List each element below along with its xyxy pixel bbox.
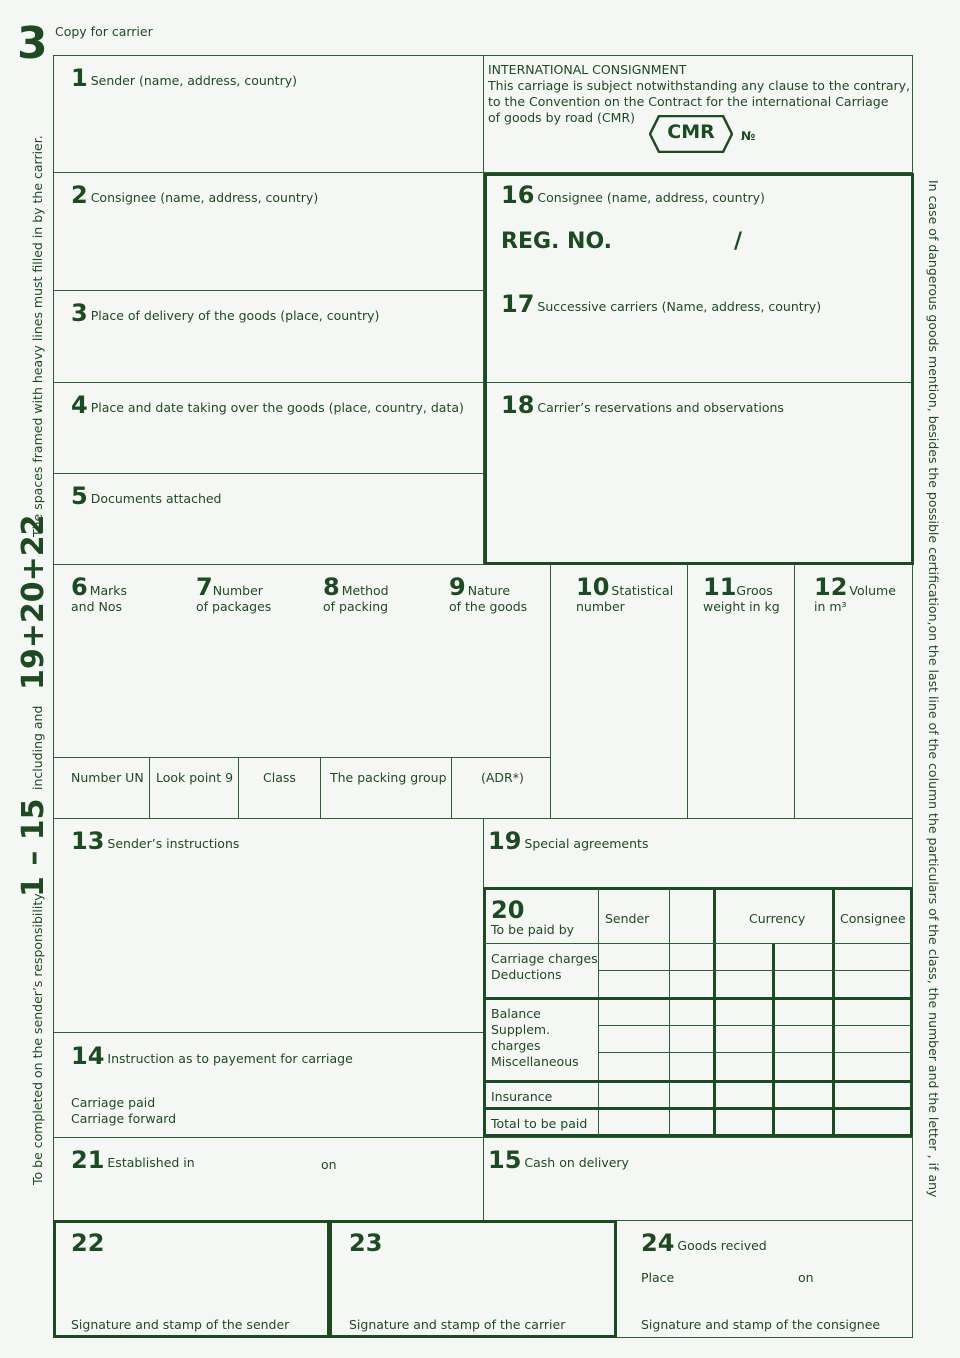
- pay-row-carriage: [491, 951, 598, 983]
- field-label: Documents attached: [90, 491, 222, 506]
- field-17-successive-carriers[interactable]: [501, 292, 821, 316]
- pay-row-insurance: Insurance: [491, 1089, 553, 1104]
- pay-header-currency: Currency: [749, 911, 806, 926]
- field-20-to-be-paid-by: [491, 898, 574, 937]
- field-label-2: in m³: [814, 599, 847, 614]
- payment-options: [71, 1095, 176, 1127]
- field-21-established-in[interactable]: [71, 1148, 195, 1172]
- field-1-sender[interactable]: [71, 66, 297, 90]
- field-number: 21: [71, 1146, 105, 1174]
- field-number: 24: [641, 1229, 675, 1257]
- field-18-carrier-reservations[interactable]: [501, 393, 784, 417]
- field-3-place-of-delivery[interactable]: [71, 301, 379, 325]
- intro-line-2: to the Convention on the Contract for the international Carriage: [488, 94, 889, 109]
- field-label-2: number: [576, 599, 625, 614]
- reg-no-slash: /: [734, 229, 743, 254]
- field-24-place: Place: [641, 1270, 675, 1285]
- field-label: Successive carriers (Name, address, country): [537, 299, 822, 314]
- field-label-2: of the goods: [449, 599, 528, 614]
- field-13-sender-instructions[interactable]: [71, 829, 239, 853]
- field-number: 20: [491, 896, 525, 924]
- option-carriage-paid[interactable]: Carriage paid: [71, 1095, 156, 1110]
- field-4-place-date-taking-over[interactable]: [71, 393, 464, 417]
- field-22-number: 22: [71, 1229, 105, 1257]
- field-label: Number: [212, 583, 263, 598]
- field-label: Place of delivery of the goods (place, country): [90, 308, 380, 323]
- field-label: Consignee (name, address, country): [90, 190, 319, 205]
- field-label: To be paid by: [491, 922, 575, 937]
- adr-packing-group: The packing group: [330, 770, 447, 785]
- field-15-cash-on-delivery[interactable]: [488, 1148, 629, 1172]
- field-8-method-of-packing[interactable]: [323, 575, 389, 614]
- row-label: Supplem.: [491, 1022, 551, 1037]
- field-7-number-of-packages[interactable]: [196, 575, 271, 614]
- adr-class: Class: [263, 770, 296, 785]
- left-big-fields-b: 1 – 15: [16, 798, 51, 897]
- field-label: Instruction as to payement for carriage: [107, 1051, 353, 1066]
- cmr-badge-text: CMR: [667, 121, 715, 143]
- copy-number: 3: [17, 18, 48, 69]
- field-label: Statistical: [611, 583, 674, 598]
- row-label: Miscellaneous: [491, 1054, 579, 1069]
- field-label-2: and Nos: [71, 599, 123, 614]
- field-24-on: on: [798, 1270, 814, 1285]
- field-24-signature-consignee[interactable]: Signature and stamp of the consignee: [641, 1317, 881, 1332]
- pay-row-total: Total to be paid: [491, 1116, 588, 1131]
- field-label: Nature: [467, 583, 511, 598]
- field-number: 6: [71, 573, 88, 601]
- field-label: Sender (name, address, country): [90, 73, 297, 88]
- field-label: Place and date taking over the goods (place, country, data): [90, 400, 464, 415]
- left-note-heavy-lines: The spaces framed with heavy lines must filled in by the carrier.: [30, 135, 45, 537]
- field-14-payment-instruction[interactable]: [71, 1044, 353, 1068]
- field-23-number: 23: [349, 1229, 383, 1257]
- field-6-marks[interactable]: [71, 575, 127, 614]
- field-number: 16: [501, 181, 535, 209]
- field-label: Marks: [89, 583, 128, 598]
- field-21-on: on: [321, 1157, 337, 1172]
- intro-line-3: of goods by road (CMR): [488, 110, 636, 125]
- field-number: 4: [71, 391, 88, 419]
- field-22-signature-sender[interactable]: Signature and stamp of the sender: [71, 1317, 290, 1332]
- field-number: 13: [71, 827, 105, 855]
- intro-title: INTERNATIONAL CONSIGNMENT: [488, 62, 687, 77]
- field-9-nature-of-goods[interactable]: [449, 575, 527, 614]
- field-label: Method: [341, 583, 389, 598]
- intro-line-1: This carriage is subject notwithstanding any clause to the contrary,: [488, 78, 911, 93]
- pay-header-sender: Sender: [605, 911, 650, 926]
- row-label: charges: [491, 1038, 541, 1053]
- field-label-2: weight in kg: [703, 599, 780, 614]
- field-number: 8: [323, 573, 340, 601]
- adr-look-point: Look point 9: [156, 770, 234, 785]
- reg-no-label: REG. NO.: [501, 229, 613, 254]
- pay-row-balance: [491, 1006, 579, 1070]
- field-number: 9: [449, 573, 466, 601]
- field-16-consignee[interactable]: [501, 183, 765, 207]
- field-label: Carrier’s reservations and observations: [537, 400, 784, 415]
- field-number: 3: [71, 299, 88, 327]
- right-note-dangerous-goods: In case of dangerous goods mention, besides the possible certification,on the last line of the column the particulars of the class, the number and the letter , if any: [926, 180, 941, 1198]
- field-number: 18: [501, 391, 535, 419]
- adr-label: (ADR*): [481, 770, 524, 785]
- field-number: 5: [71, 482, 88, 510]
- number-sign: №: [741, 129, 756, 143]
- field-23-signature-carrier[interactable]: Signature and stamp of the carrier: [349, 1317, 566, 1332]
- field-label: Groos: [736, 583, 773, 598]
- field-10-statistical-number[interactable]: [576, 575, 673, 614]
- field-number: 19: [488, 827, 522, 855]
- field-number: 14: [71, 1042, 105, 1070]
- field-12-volume[interactable]: [814, 575, 896, 614]
- field-number: 7: [196, 573, 213, 601]
- field-2-consignee[interactable]: [71, 183, 318, 207]
- adr-number-un: Number UN: [71, 770, 144, 785]
- field-11-gross-weight[interactable]: [703, 575, 780, 614]
- field-number: 10: [576, 573, 610, 601]
- pay-header-consignee: Consignee: [840, 911, 906, 926]
- field-label: Special agreements: [524, 836, 649, 851]
- field-19-special-agreements[interactable]: [488, 829, 648, 853]
- field-label: Established in: [107, 1155, 195, 1170]
- field-label: Volume: [849, 583, 896, 598]
- field-number: 2: [71, 181, 88, 209]
- row-label: Balance: [491, 1006, 541, 1021]
- field-number: 12: [814, 573, 848, 601]
- field-number: 15: [488, 1146, 522, 1174]
- option-carriage-forward[interactable]: Carriage forward: [71, 1111, 177, 1126]
- field-number: 17: [501, 290, 535, 318]
- field-label: Consignee (name, address, country): [537, 190, 765, 205]
- field-label-2: of packages: [196, 599, 272, 614]
- row-label: Deductions: [491, 967, 562, 982]
- field-label: Goods recived: [677, 1238, 767, 1253]
- field-number: 1: [71, 64, 88, 92]
- field-label: Cash on delivery: [524, 1155, 629, 1170]
- field-number: 11: [703, 573, 737, 601]
- left-including: including and: [30, 705, 45, 790]
- row-label: Carriage charges: [491, 951, 598, 966]
- left-note-sender: To be completed on the sender’s responsibility: [30, 893, 45, 1185]
- copy-label: Copy for carrier: [55, 24, 153, 39]
- field-label-2: of packing: [323, 599, 389, 614]
- left-big-fields-a: 19+20+22: [16, 514, 51, 690]
- field-5-documents-attached[interactable]: [71, 484, 222, 508]
- field-24-goods-received[interactable]: [641, 1231, 767, 1255]
- field-label: Sender’s instructions: [107, 836, 240, 851]
